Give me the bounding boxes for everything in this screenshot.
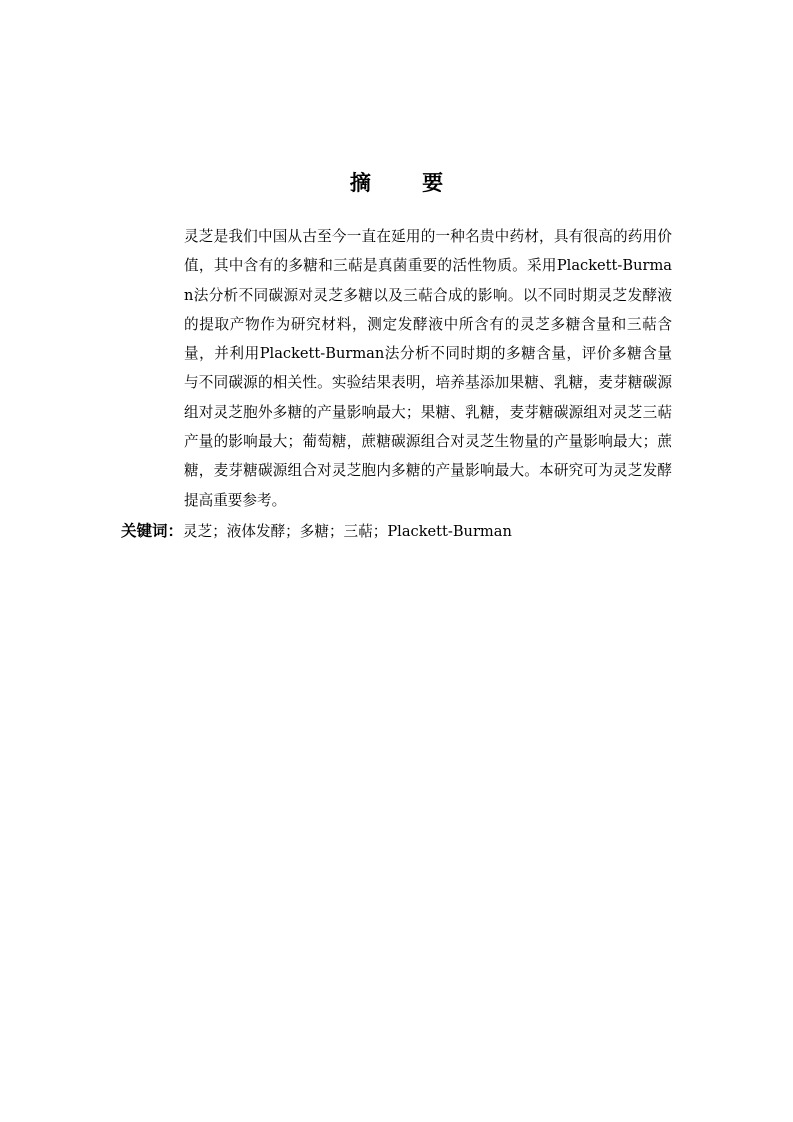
keywords-label: 关键词： — [121, 522, 184, 540]
abstract-body: 灵芝是我们中国从古至今一直在延用的一种名贵中药材，具有很高的药用价值，其中含有的多糖和三萜是真菌重要的活性物质。采用Plackett-Burman法分析不同碳源对灵芝多糖以及三萜合成的影响。以不同时期灵芝发酵液的提取产物作为研究材料，测定发酵液中所含有的灵芝多糖含量和三萜含量，并利用Plackett-Burman法分析不同时期的多糖含量，评价多糖含量与不同碳源的相关性。实验结果表明，培养基添加果糖、乳糖，麦芽糖碳源组对灵芝胞外多糖的产量影响最大；果糖、乳糖，麦芽糖碳源组对灵芝三萜产量的影响最大；葡萄糖，蔗糖碳源组合对灵芝生物量的产量影响最大；蔗糖，麦芽糖碳源组合对灵芝胞内多糖的产量影响最大。本研究可为灵芝发酵提高重要参考。 — [184, 228, 672, 509]
keywords-line — [121, 517, 721, 546]
keywords-list: 灵芝；液体发酵；多糖；三萜；Plackett-Burman — [183, 523, 512, 540]
abstract-title: 摘 要 — [349, 171, 466, 195]
